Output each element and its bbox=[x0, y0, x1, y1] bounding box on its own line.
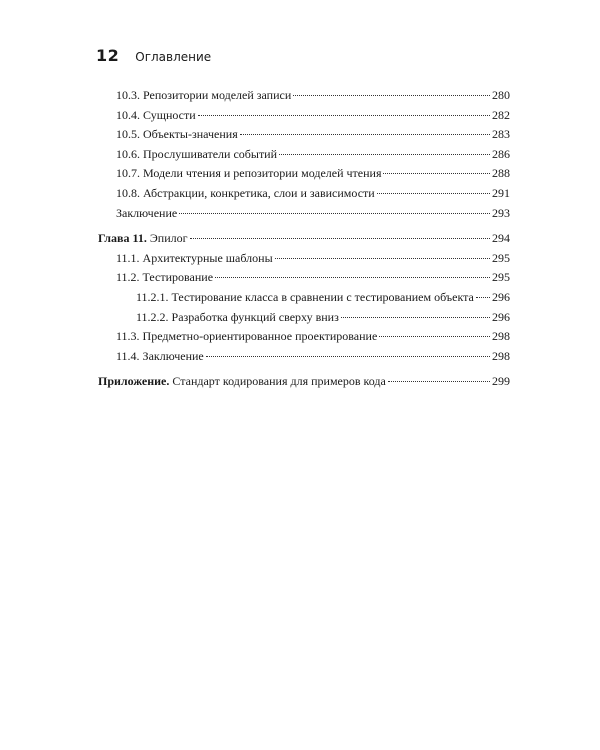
toc-entry bbox=[98, 164, 510, 184]
dot-leader bbox=[275, 258, 490, 259]
toc-entry-title bbox=[116, 106, 196, 126]
toc-entry-text: 11.2.1. Тестирование класса в сравнении с тестированием объекта bbox=[136, 289, 474, 304]
toc-entry-title bbox=[116, 327, 377, 347]
toc-entry-text: Стандарт кодирования для примеров кода bbox=[169, 374, 386, 389]
toc-entry-lead: Приложение. bbox=[98, 374, 170, 389]
toc-page-number: 299 bbox=[492, 374, 510, 389]
toc-entry bbox=[98, 86, 510, 106]
toc-entry-title bbox=[116, 268, 213, 288]
toc-entry-title bbox=[136, 288, 474, 308]
toc-entry bbox=[98, 125, 510, 145]
dot-leader bbox=[198, 115, 490, 116]
toc-page-number: 280 bbox=[492, 88, 510, 102]
toc-entry-text: 10.3. Репозитории моделей записи bbox=[116, 88, 292, 102]
page-number: 12 bbox=[96, 46, 120, 65]
toc-page-number: 286 bbox=[492, 146, 510, 161]
toc-entry bbox=[98, 249, 510, 269]
toc-page-number: 295 bbox=[492, 250, 510, 265]
dot-leader bbox=[377, 193, 490, 194]
toc-page-number: 283 bbox=[492, 127, 510, 142]
dot-leader bbox=[388, 381, 490, 382]
toc-entry bbox=[98, 327, 510, 347]
toc-page-number: 296 bbox=[492, 289, 510, 304]
toc-page-number: 288 bbox=[492, 166, 510, 181]
toc-page-number: 295 bbox=[492, 270, 510, 285]
dot-leader bbox=[215, 277, 490, 278]
dot-leader bbox=[206, 356, 490, 357]
table-of-contents bbox=[98, 86, 510, 392]
toc-entry-text: 11.3. Предметно-ориентированное проектирование bbox=[116, 329, 378, 344]
toc-entry-title bbox=[98, 229, 188, 249]
toc-entry bbox=[98, 229, 510, 249]
toc-page-number: 298 bbox=[492, 329, 510, 344]
toc-entry bbox=[98, 347, 510, 367]
toc-entry-title bbox=[116, 204, 177, 224]
toc-entry bbox=[98, 184, 510, 204]
dot-leader bbox=[190, 238, 490, 239]
toc-entry-title bbox=[116, 125, 238, 145]
running-title: Оглавление bbox=[135, 50, 212, 64]
dot-leader bbox=[341, 317, 490, 318]
toc-page-number: 296 bbox=[492, 309, 510, 324]
toc-entry bbox=[98, 145, 510, 165]
toc-entry-text: 10.6. Прослушиватели событий bbox=[116, 146, 278, 161]
page-header bbox=[96, 46, 211, 65]
toc-page-number: 282 bbox=[492, 107, 510, 122]
toc-entry-text: Заключение bbox=[116, 205, 178, 220]
toc-page-number: 293 bbox=[492, 205, 510, 220]
toc-entry-text: 11.1. Архитектурные шаблоны bbox=[116, 250, 273, 265]
toc-entry-lead: Глава 11. bbox=[98, 231, 147, 246]
toc-entry-title bbox=[116, 249, 273, 269]
toc-page-number: 298 bbox=[492, 348, 510, 363]
toc-entry-text: 10.7. Модели чтения и репозитории моделей чтения bbox=[116, 166, 382, 181]
toc-entry-text: 10.8. Абстракции, конкретика, слои и зависимости bbox=[116, 185, 375, 200]
toc-entry-text: 11.2. Тестирование bbox=[116, 270, 214, 285]
toc-entry-title bbox=[116, 184, 375, 204]
dot-leader bbox=[476, 297, 490, 298]
toc-page-number: 294 bbox=[492, 231, 510, 246]
dot-leader bbox=[240, 134, 490, 135]
toc-entry-text: 11.2.2. Разработка функций сверху вниз bbox=[136, 309, 339, 324]
toc-entry-title bbox=[116, 347, 204, 367]
toc-entry-title bbox=[116, 164, 381, 184]
dot-leader bbox=[379, 336, 490, 337]
toc-entry-text: 11.4. Заключение bbox=[116, 348, 204, 363]
toc-entry-title bbox=[136, 308, 339, 328]
toc-page-number: 291 bbox=[492, 185, 510, 200]
toc-entry bbox=[98, 106, 510, 126]
toc-entry bbox=[98, 288, 510, 308]
toc-entry-text: Эпилог bbox=[146, 231, 188, 246]
toc-entry bbox=[98, 268, 510, 288]
toc-entry-text: 10.4. Сущности bbox=[116, 107, 196, 122]
toc-entry-title bbox=[98, 372, 386, 392]
dot-leader bbox=[383, 173, 490, 174]
toc-entry bbox=[98, 308, 510, 328]
toc-entry bbox=[98, 372, 510, 392]
dot-leader bbox=[293, 95, 490, 96]
dot-leader bbox=[279, 154, 490, 155]
toc-entry-text: 10.5. Объекты-значения bbox=[116, 127, 238, 142]
toc-entry bbox=[98, 204, 510, 224]
dot-leader bbox=[179, 213, 490, 214]
toc-entry-title bbox=[116, 145, 277, 165]
toc-entry-title bbox=[116, 86, 291, 106]
